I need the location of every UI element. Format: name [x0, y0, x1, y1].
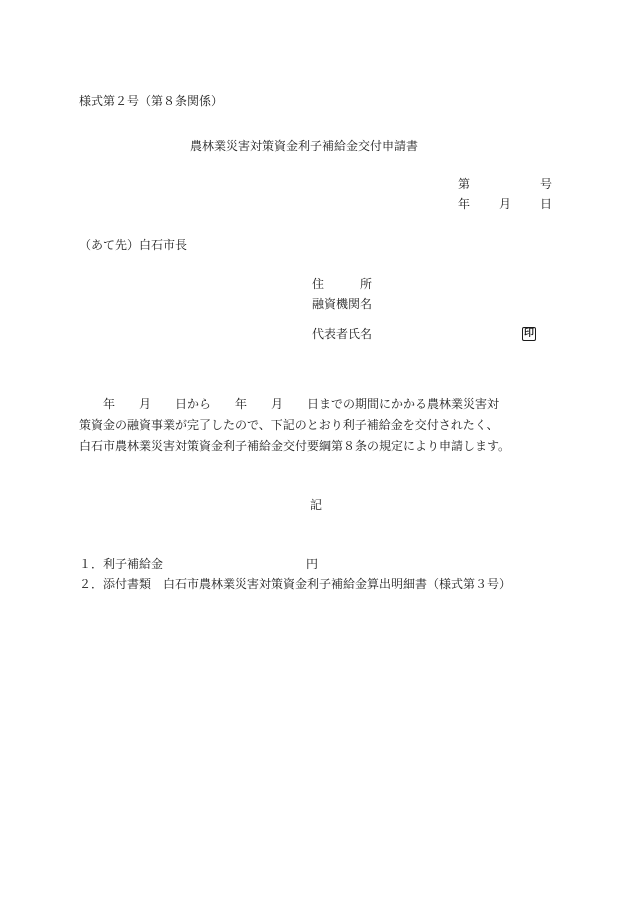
date-month-label: 月 — [499, 197, 512, 211]
body-paragraph-line: 策資金の融資事業が完了したので、下記のとおり利子補給金を交付されたく、 — [79, 418, 499, 432]
body-paragraph-line: 白石市農林業災害対策資金利子補給金交付要綱第８条の規定により申請します。 — [79, 439, 511, 453]
body-paragraph-line: 年 月 日から 年 月 日までの期間にかかる農林業災害対 — [79, 397, 500, 411]
applicant-representative-label: 代表者氏名 — [312, 327, 373, 341]
applicant-address-label: 住 所 — [312, 277, 373, 291]
document-number-prefix: 第 — [458, 177, 471, 191]
item-interest-subsidy-label: １．利子補給金 — [79, 557, 164, 571]
document-number-suffix: 号 — [540, 177, 553, 191]
applicant-institution-label: 融資機関名 — [312, 297, 373, 311]
date-year-label: 年 — [458, 197, 471, 211]
form-label: 様式第２号（第８条関係） — [79, 94, 224, 108]
date-day-label: 日 — [540, 197, 553, 211]
ki-heading: 記 — [310, 498, 323, 512]
item-interest-subsidy-unit: 円 — [306, 557, 319, 571]
seal-mark: 印 — [524, 328, 534, 339]
item-attachments: ２．添付書類 白石市農林業災害対策資金利子補給金算出明細書（様式第３号） — [79, 577, 512, 591]
document-title: 農林業災害対策資金利子補給金交付申請書 — [190, 139, 419, 153]
addressee: （あて先）白石市長 — [79, 238, 188, 252]
